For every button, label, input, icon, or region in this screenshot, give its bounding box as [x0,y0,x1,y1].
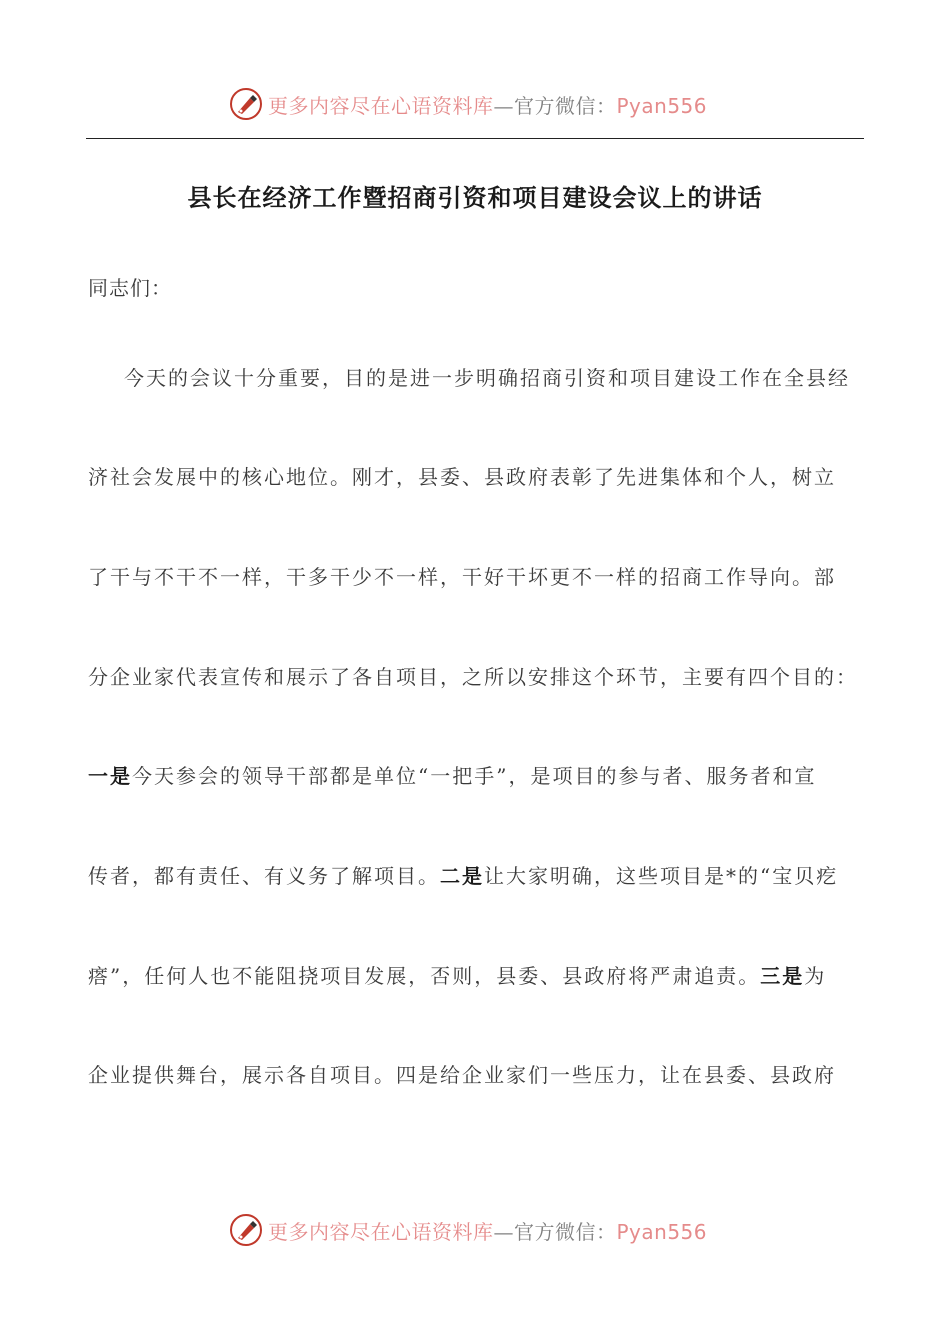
point-one-label: 一是 [88,764,132,788]
point-one-text: 今天参会的领导干部都是单位“一把手”，是项目的参与者、服务者和宣 [132,764,817,788]
point-three-label: 三是 [760,964,805,988]
footer-wechat-id: Pyan556 [616,1219,708,1244]
footer-site-name: 更多内容尽在心语资料库 [268,1219,494,1244]
body-line-2: 济社会发展中的核心地位。刚才，县委、县政府表彰了先进集体和个人，树立 [88,465,836,489]
point-three-text: 为 [804,964,827,988]
point-two-text: 让大家明确，这些项目是*的“宝贝疙 [484,864,839,888]
body-line-4: 分企业家代表宣传和展示了各自项目，之所以安排这个环节，主要有四个目的： [88,665,858,689]
salutation: 同志们： [88,276,172,300]
body-line-1: 今天的会议十分重要，目的是进一步明确招商引资和项目建设工作在全县经 [124,366,850,390]
document-title: 县长在经济工作暨招商引资和项目建设会议上的讲话 [187,184,763,212]
header-banner [0,84,950,124]
banner-site-name: 更多内容尽在心语资料库 [268,93,494,118]
header-divider [86,138,864,139]
body-line-8: 企业提供舞台，展示各自项目。四是给企业家们一些压力，让在县委、县政府 [88,1063,836,1087]
banner-wechat-id: Pyan556 [616,93,708,118]
body-line-7-start: 瘩”，任何人也不能阻挠项目发展，否则，县委、县政府将严肃追责。 [88,964,761,988]
body-line-6-start: 传者，都有责任、有义务了解项目。 [88,864,440,888]
footer-banner [0,1210,950,1250]
pen-nib-logo-icon [228,1212,264,1248]
point-two-label: 二是 [440,864,484,888]
body-line-6 [88,860,864,889]
body-line-3: 了干与不干不一样，干多干少不一样，干好干坏更不一样的招商工作导向。部 [88,565,836,589]
footer-wechat-label: —官方微信： [493,1219,617,1244]
banner-wechat-label: —官方微信： [493,93,617,118]
body-line-7 [88,960,864,989]
body-line-5 [88,760,864,789]
pen-nib-logo-icon [228,86,264,122]
